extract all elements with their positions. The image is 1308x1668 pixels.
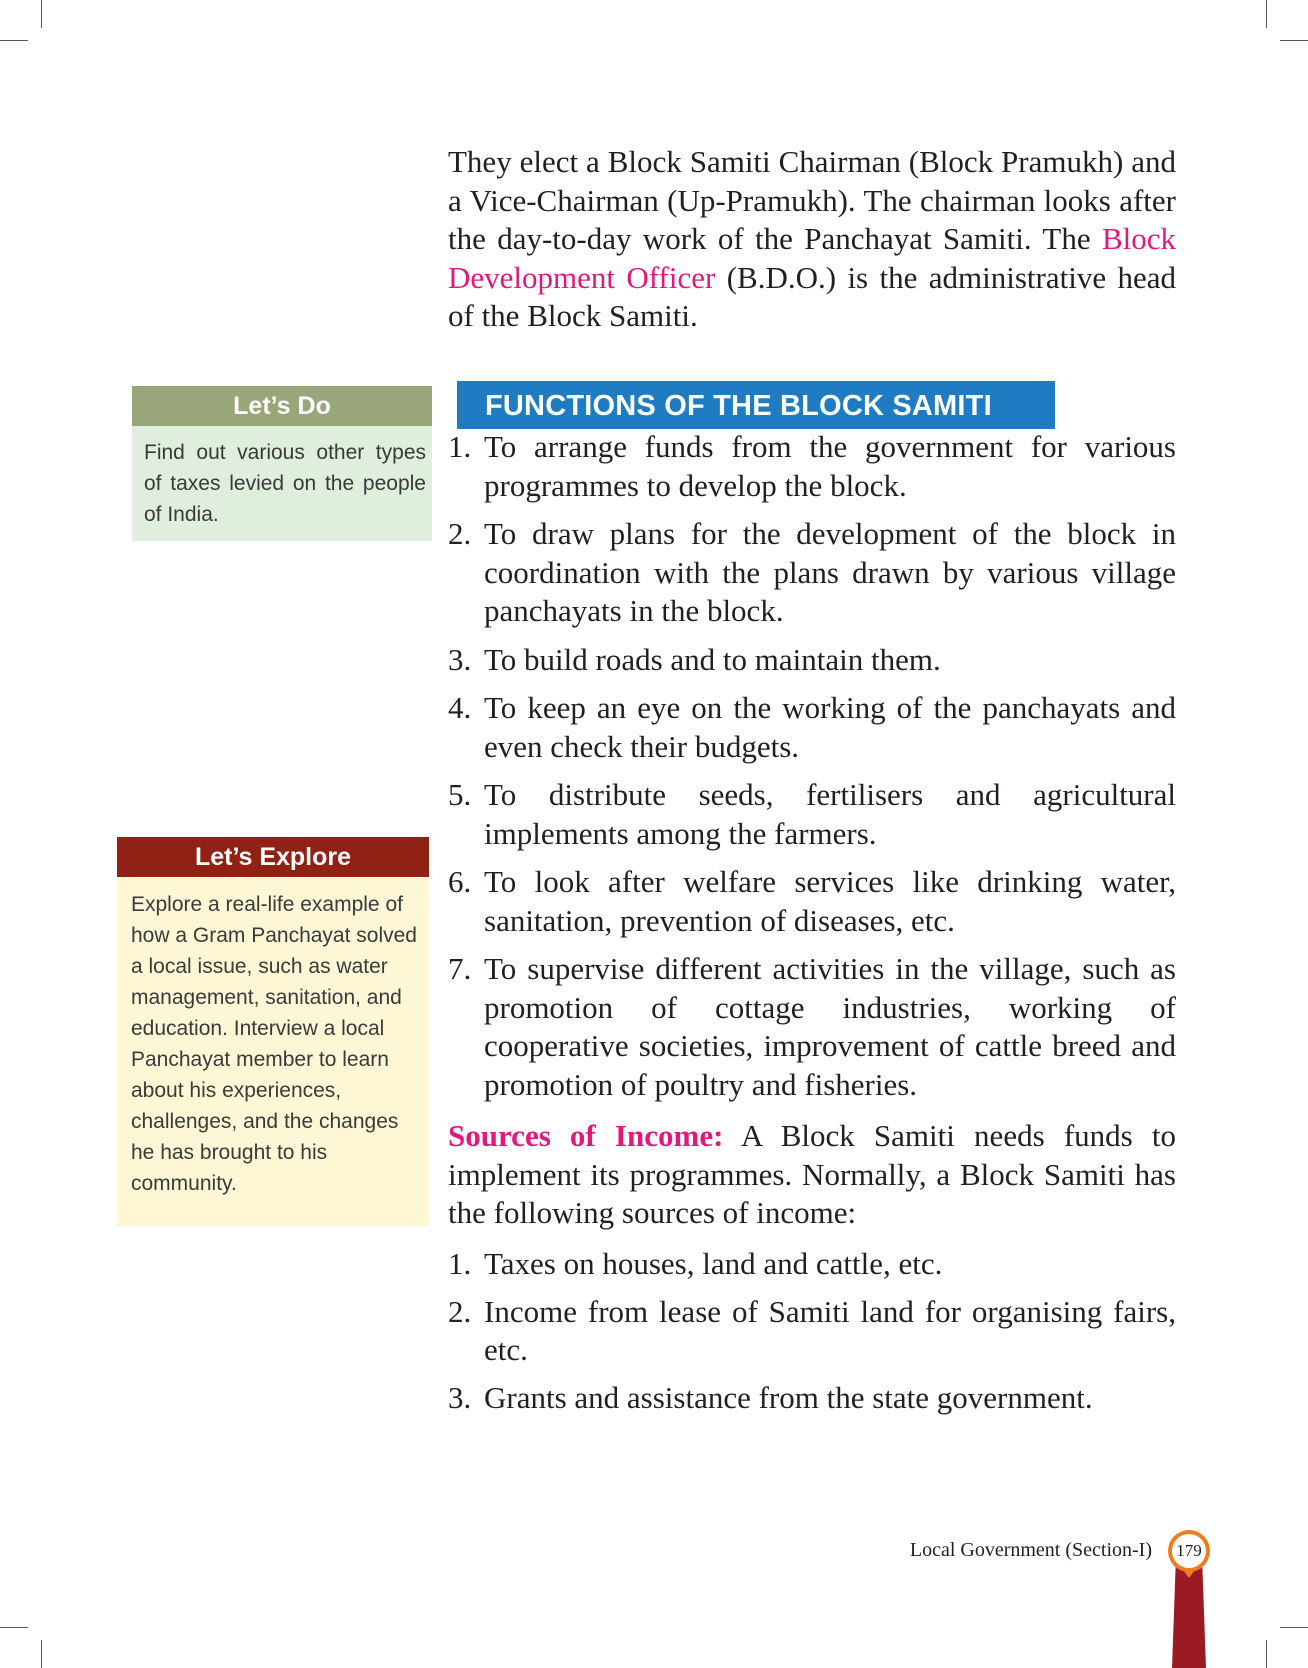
crop-mark <box>0 40 28 41</box>
item-number: 5. <box>448 777 472 812</box>
crop-mark <box>1266 0 1267 28</box>
item-number: 6. <box>448 864 472 899</box>
lets-do-box <box>132 386 432 541</box>
intro-text-end: (B.D.O.) is the administrative head of the Block Samiti. <box>448 259 1176 333</box>
functions-heading: FUNCTIONS OF THE BLOCK SAMITI <box>457 381 1055 429</box>
list-item <box>448 689 1176 766</box>
list-item <box>448 1245 1176 1284</box>
item-text: To distribute seeds, fertilisers and agricultural implements among the farmers. <box>484 777 1176 851</box>
lets-do-title: Let’s Do <box>132 386 432 426</box>
item-number: 1. <box>448 429 472 464</box>
page-number: 179 <box>1176 1541 1202 1560</box>
item-text: To draw plans for the development of the block in coordination with the plans drawn by various village panchayats in the block. <box>484 516 1176 628</box>
item-number: 4. <box>448 690 472 725</box>
crop-mark <box>41 0 42 28</box>
intro-paragraph <box>448 143 1176 336</box>
item-text: To keep an eye on the working of the panchayats and even check their budgets. <box>484 690 1176 764</box>
chapter-title: Local Government (Section-I) <box>909 1539 1152 1561</box>
item-text: Income from lease of Samiti land for organising fairs, etc. <box>484 1293 1176 1367</box>
intro-text: They elect a Block Samiti Chairman (Block Pramukh) and a Vice-Chairman (Up-Pramukh). The chairman looks after the day-to-day work of the Panchayat Samiti. The <box>448 144 1176 256</box>
item-text: Taxes on houses, land and cattle, etc. <box>484 1246 943 1281</box>
item-text: To build roads and to maintain them. <box>484 641 941 677</box>
item-number: 3. <box>448 641 472 677</box>
crop-mark <box>1280 1627 1308 1628</box>
list-item <box>448 1293 1176 1370</box>
list-item <box>448 641 1176 680</box>
item-number: 7. <box>448 951 472 986</box>
list-item <box>448 776 1176 853</box>
income-paragraph <box>448 1117 1176 1233</box>
income-list <box>448 1245 1176 1426</box>
item-number: 2. <box>448 516 472 551</box>
list-item <box>448 950 1176 1104</box>
income-text: A Block Samiti needs funds to implement its programmes. Normally, a Block Samiti has the following sources of income: <box>448 1118 1176 1230</box>
list-item <box>448 863 1176 940</box>
bdo-term: Block Development Officer <box>448 221 1176 295</box>
crop-mark <box>1266 1640 1267 1668</box>
functions-list <box>448 428 1176 1114</box>
lets-explore-box <box>117 837 429 1226</box>
item-text: To supervise different activities in the village, such as promotion of cottage industries, working of cooperative societies, improvement of cattle breed and promotion of poultry and fisheries. <box>484 951 1176 1102</box>
item-text: Grants and assistance from the state government. <box>484 1379 1093 1415</box>
item-number: 2. <box>448 1293 472 1329</box>
crop-mark <box>1280 40 1308 41</box>
lets-do-body: Find out various other types of taxes levied on the people of India. <box>144 441 426 526</box>
item-text: To arrange funds from the government for various programmes to develop the block. <box>484 429 1176 503</box>
lets-explore-title: Let’s Explore <box>117 837 429 877</box>
item-number: 3. <box>448 1379 472 1415</box>
list-item <box>448 1379 1176 1418</box>
income-label: Sources of Income: <box>448 1118 724 1153</box>
list-item <box>448 515 1176 631</box>
item-number: 1. <box>448 1246 472 1281</box>
crop-mark <box>0 1627 28 1628</box>
item-text: To look after welfare services like drinking water, sanitation, prevention of diseases, etc. <box>484 864 1176 938</box>
crop-mark <box>41 1640 42 1668</box>
lets-explore-body: Explore a real-life example of how a Gram Panchayat solved a local issue, such as water management, sanitation, and education. Interview a local Panchayat member to learn about his experiences, challenges, and the changes he has brought to his community. <box>131 893 417 1195</box>
list-item <box>448 428 1176 505</box>
